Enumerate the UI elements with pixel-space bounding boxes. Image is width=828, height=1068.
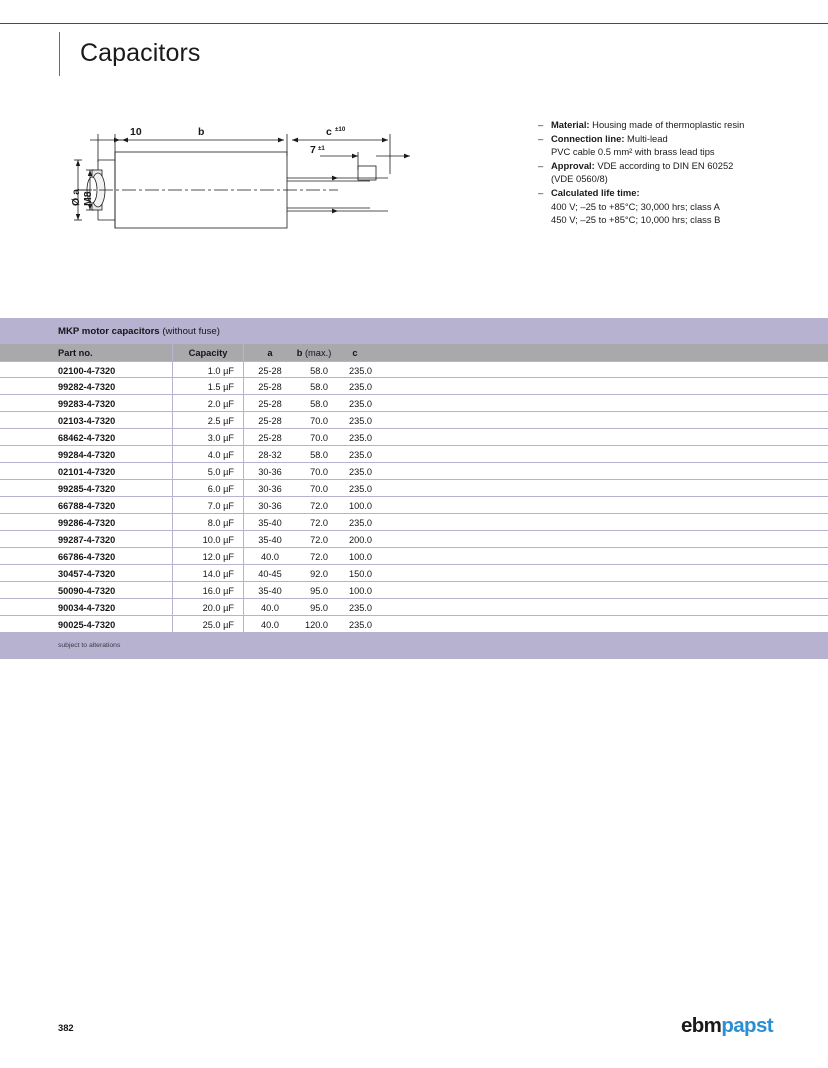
cell-a: 28-32 <box>258 450 282 460</box>
column-divider <box>172 497 173 514</box>
title-accent-rule <box>59 32 60 76</box>
cell-a: 40.0 <box>261 603 279 613</box>
table-row[interactable] <box>0 361 828 378</box>
column-divider <box>243 565 244 582</box>
cell-a: 25-28 <box>258 433 282 443</box>
spec-item <box>538 200 822 214</box>
cell-part-no: 99283-4-7320 <box>58 399 116 409</box>
drawing-label-len7-tol: ±1 <box>318 145 325 152</box>
column-divider <box>243 480 244 497</box>
cell-part-no: 02101-4-7320 <box>58 467 116 477</box>
column-header-b-sub: (max.) <box>302 348 332 358</box>
cell-capacity: 2.0 µF <box>207 399 234 409</box>
cell-capacity: 5.0 µF <box>207 467 234 477</box>
cell-c: 235.0 <box>349 467 372 477</box>
cell-part-no: 99284-4-7320 <box>58 450 116 460</box>
cell-part-no: 68462-4-7320 <box>58 433 116 443</box>
spec-label: Calculated life time: <box>551 186 640 198</box>
cell-c: 235.0 <box>349 399 372 409</box>
cell-part-no: 30457-4-7320 <box>58 569 116 579</box>
table-row[interactable] <box>0 599 828 616</box>
header-rule <box>0 23 828 24</box>
column-divider <box>172 429 173 446</box>
spec-dash: – <box>538 119 544 130</box>
drawing-label-thread: M8 <box>82 191 94 206</box>
table-row[interactable] <box>0 548 828 565</box>
column-divider <box>172 548 173 565</box>
cell-c: 235.0 <box>349 416 372 426</box>
column-divider <box>243 378 244 395</box>
table-row[interactable] <box>0 531 828 548</box>
cell-capacity: 14.0 µF <box>202 569 234 579</box>
column-divider <box>243 531 244 548</box>
cell-a: 35-40 <box>258 535 282 545</box>
capacitor-dimension-drawing <box>70 122 430 238</box>
column-divider <box>172 565 173 582</box>
table-row[interactable] <box>0 616 828 633</box>
table-row[interactable] <box>0 412 828 429</box>
spec-value: (VDE 0560/8) <box>551 173 608 185</box>
spec-dash: – <box>538 186 544 198</box>
column-divider <box>172 362 173 379</box>
column-header-c: c <box>352 348 358 358</box>
cell-c: 235.0 <box>349 518 372 528</box>
spec-item <box>538 145 822 159</box>
cell-c: 235.0 <box>349 603 372 613</box>
table-row[interactable] <box>0 378 828 395</box>
cell-a: 30-36 <box>258 501 282 511</box>
cell-capacity: 3.0 µF <box>207 433 234 443</box>
cell-b: 120.0 <box>305 620 328 630</box>
cell-c: 235.0 <box>349 433 372 443</box>
table-row[interactable] <box>0 463 828 480</box>
cell-c: 235.0 <box>349 382 372 392</box>
cell-b: 72.0 <box>310 552 328 562</box>
spec-dash: – <box>538 132 544 144</box>
column-header-part-no: Part no. <box>58 348 93 358</box>
cell-part-no: 99282-4-7320 <box>58 382 116 392</box>
spec-item <box>538 172 822 186</box>
cell-b: 72.0 <box>310 501 328 511</box>
spec-item <box>538 118 822 132</box>
spec-dash <box>538 213 551 227</box>
cell-capacity: 2.5 µF <box>207 416 234 426</box>
cell-c: 235.0 <box>349 620 372 630</box>
cell-part-no: 50090-4-7320 <box>58 586 116 596</box>
spec-text <box>551 186 822 200</box>
column-divider <box>172 463 173 480</box>
table-body <box>0 361 828 633</box>
cell-part-no: 99285-4-7320 <box>58 484 116 494</box>
cell-part-no: 90034-4-7320 <box>58 603 116 613</box>
table-title-main: MKP motor capacitors <box>58 326 160 337</box>
column-divider <box>243 497 244 514</box>
cell-capacity: 7.0 µF <box>207 501 234 511</box>
cell-b: 58.0 <box>310 450 328 460</box>
column-divider <box>172 412 173 429</box>
spec-item <box>538 186 822 200</box>
column-divider <box>172 582 173 599</box>
table-footnote: subject to alterations <box>58 642 121 649</box>
column-divider <box>172 616 173 633</box>
column-divider <box>243 582 244 599</box>
cell-a: 30-36 <box>258 484 282 494</box>
spec-text <box>551 159 822 173</box>
spec-label: Approval: <box>551 159 595 171</box>
spec-value: 450 V; –25 to +85°C; 10,000 hrs; class B <box>551 214 721 226</box>
column-divider <box>172 599 173 616</box>
column-divider <box>172 446 173 463</box>
table-title-sub: (without fuse) <box>159 326 220 337</box>
cell-a: 25-28 <box>258 416 282 426</box>
column-divider <box>243 429 244 446</box>
cell-capacity: 4.0 µF <box>207 450 234 460</box>
table-row[interactable] <box>0 582 828 599</box>
table-title-band <box>0 318 828 344</box>
spec-label: Material: <box>551 119 590 130</box>
capacitor-table <box>0 318 828 659</box>
cell-b: 72.0 <box>310 518 328 528</box>
spec-text <box>551 118 822 132</box>
cell-a: 25-28 <box>258 399 282 409</box>
page-title-block <box>59 32 201 76</box>
spec-dash <box>538 200 551 214</box>
column-divider <box>243 395 244 412</box>
table-row[interactable] <box>0 480 828 497</box>
cell-capacity: 8.0 µF <box>207 518 234 528</box>
cell-part-no: 90025-4-7320 <box>58 620 116 630</box>
table-row[interactable] <box>0 429 828 446</box>
cell-part-no: 99286-4-7320 <box>58 518 116 528</box>
cell-capacity: 16.0 µF <box>202 586 234 596</box>
cell-capacity: 6.0 µF <box>207 484 234 494</box>
page-number: 382 <box>58 1022 74 1033</box>
spec-value: Housing made of thermoplastic resin <box>592 119 745 130</box>
table-footer-band <box>0 633 828 659</box>
cell-a: 25-28 <box>258 382 282 392</box>
cell-capacity: 25.0 µF <box>202 620 234 630</box>
spec-label: Connection line: <box>551 132 625 144</box>
cell-b: 70.0 <box>310 433 328 443</box>
cell-a: 40-45 <box>258 569 282 579</box>
cell-capacity: 1.0 µF <box>207 366 234 376</box>
spec-dash <box>538 172 551 186</box>
cell-a: 30-36 <box>258 467 282 477</box>
spec-item <box>538 132 822 146</box>
cell-a: 40.0 <box>261 552 279 562</box>
brand-logo-papst: papst <box>721 1014 773 1037</box>
table-row[interactable] <box>0 497 828 514</box>
cell-c: 100.0 <box>349 501 372 511</box>
spec-value: 400 V; –25 to +85°C; 30,000 hrs; class A <box>551 200 720 212</box>
drawing-label-lenc: c <box>326 126 332 138</box>
brand-logo-ebm: ebm <box>680 1014 722 1037</box>
cell-b: 70.0 <box>310 416 328 426</box>
column-divider <box>243 616 244 633</box>
column-header-b <box>290 348 338 358</box>
cell-b: 95.0 <box>310 603 328 613</box>
column-divider <box>172 344 173 361</box>
cell-a: 25-28 <box>258 366 282 376</box>
cell-b: 95.0 <box>310 586 328 596</box>
spec-text <box>551 132 822 146</box>
cell-c: 200.0 <box>349 535 372 545</box>
cell-c: 235.0 <box>349 366 372 376</box>
drawing-label-len7: 7 <box>310 144 316 156</box>
table-row[interactable] <box>0 446 828 463</box>
drawing-label-lenc-tol: ±10 <box>335 126 346 133</box>
column-divider <box>243 514 244 531</box>
cell-part-no: 99287-4-7320 <box>58 535 116 545</box>
column-header-capacity: Capacity <box>188 348 228 358</box>
cell-part-no: 02103-4-7320 <box>58 416 116 426</box>
column-divider <box>243 412 244 429</box>
table-title <box>58 326 220 337</box>
cell-b: 70.0 <box>310 467 328 477</box>
column-divider <box>172 378 173 395</box>
drawing-label-lenb: b <box>198 126 205 138</box>
column-divider <box>243 599 244 616</box>
column-divider <box>243 344 244 361</box>
spec-dash: – <box>538 159 544 171</box>
column-header-b-main: b <box>296 348 303 358</box>
cell-capacity: 12.0 µF <box>202 552 234 562</box>
brand-logo <box>681 1016 773 1037</box>
drawing-label-dia-a: Ø a <box>70 189 82 206</box>
spec-value: VDE according to DIN EN 60252 <box>597 159 734 171</box>
cell-c: 150.0 <box>349 569 372 579</box>
cell-a: 35-40 <box>258 586 282 596</box>
drawing-label-len10: 10 <box>130 126 142 138</box>
table-row[interactable] <box>0 514 828 531</box>
page-title: Capacitors <box>80 38 201 67</box>
column-divider <box>243 463 244 480</box>
table-row[interactable] <box>0 395 828 412</box>
cell-part-no: 02100-4-7320 <box>58 366 116 376</box>
cell-b: 58.0 <box>310 366 328 376</box>
cell-b: 70.0 <box>310 484 328 494</box>
column-header-a: a <box>267 348 273 358</box>
cell-b: 72.0 <box>310 535 328 545</box>
spec-item <box>538 213 822 227</box>
cell-c: 235.0 <box>349 450 372 460</box>
column-divider <box>172 514 173 531</box>
cell-b: 58.0 <box>310 382 328 392</box>
cell-capacity: 1.5 µF <box>207 382 234 392</box>
cell-b: 92.0 <box>310 569 328 579</box>
spec-item <box>538 159 822 173</box>
cell-c: 235.0 <box>349 484 372 494</box>
cell-capacity: 10.0 µF <box>202 535 234 545</box>
table-header-row <box>0 344 828 361</box>
column-divider <box>243 362 244 379</box>
cell-c: 100.0 <box>349 552 372 562</box>
spec-dash <box>538 145 551 159</box>
spec-value: PVC cable 0.5 mm² with brass lead tips <box>551 146 715 158</box>
cell-b: 58.0 <box>310 399 328 409</box>
cell-part-no: 66788-4-7320 <box>58 501 116 511</box>
column-divider <box>243 548 244 565</box>
column-divider <box>172 395 173 412</box>
column-divider <box>172 531 173 548</box>
cell-capacity: 20.0 µF <box>202 603 234 613</box>
cell-c: 100.0 <box>349 586 372 596</box>
column-divider <box>243 446 244 463</box>
cell-a: 35-40 <box>258 518 282 528</box>
table-row[interactable] <box>0 565 828 582</box>
column-divider <box>172 480 173 497</box>
cell-a: 40.0 <box>261 620 279 630</box>
cell-part-no: 66786-4-7320 <box>58 552 116 562</box>
specification-list <box>538 118 822 227</box>
spec-value: Multi-lead <box>627 132 668 144</box>
